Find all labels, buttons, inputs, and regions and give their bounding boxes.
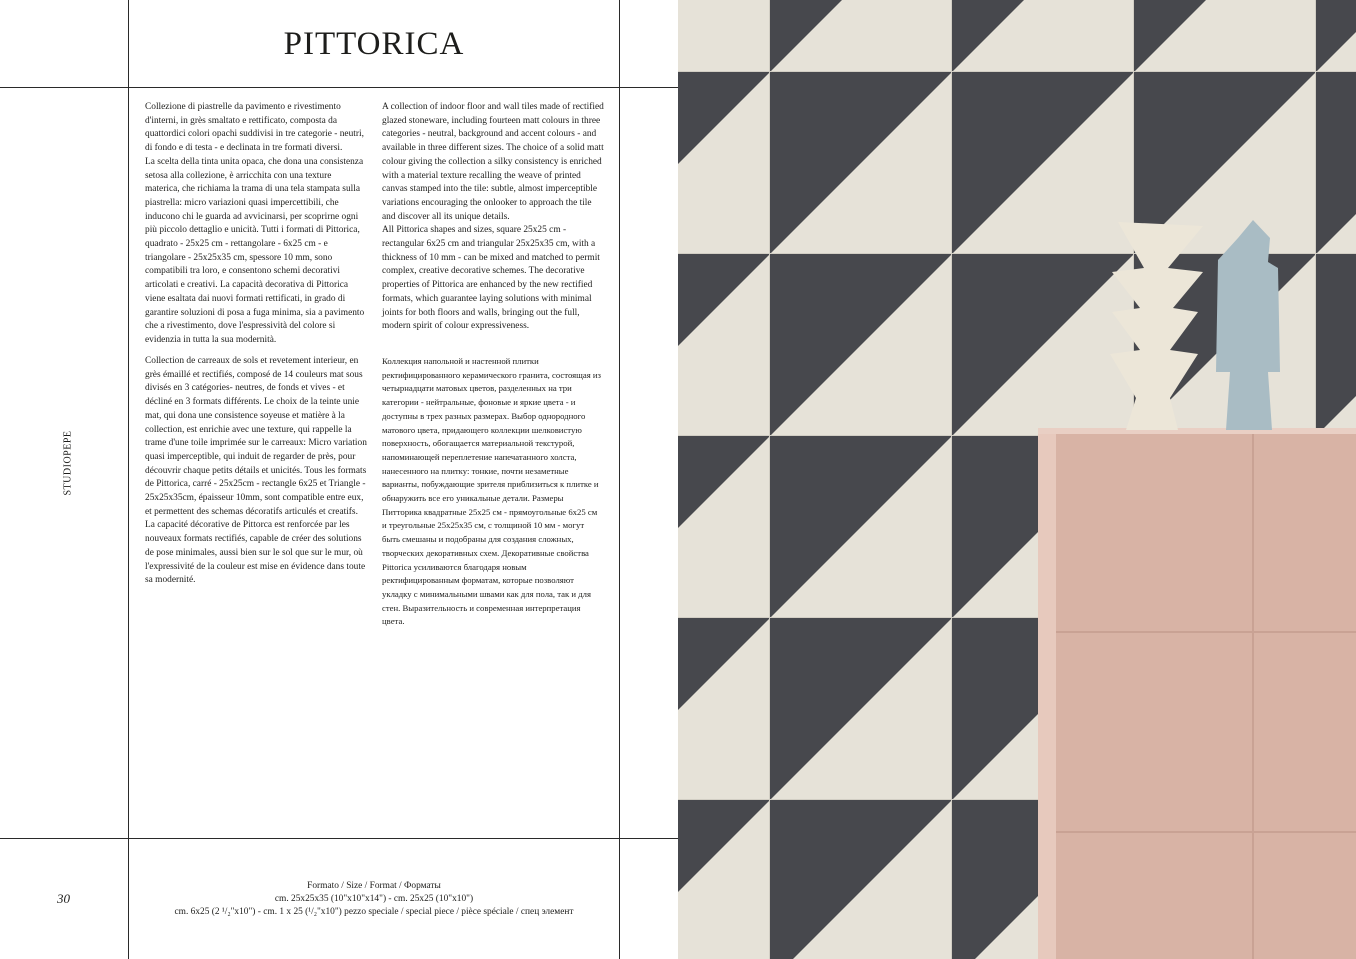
french-paragraph: La capacité décorative de Pittorca est renforcée par les nouveaux formats rectifiés, capable de créer des solutions de pose minimales, aussi bien sur le sol que sur le mur, où l'expressivité de la couleur est mise en évidence dans toute sa modernité. [145, 520, 366, 586]
designer-label: STUDIOPEPE [62, 430, 74, 496]
tile-wall-image [678, 0, 1356, 959]
formats-heading: Formato / Size / Format / Форматы [307, 881, 441, 891]
product-photo [678, 0, 1356, 959]
english-paragraph: A collection of indoor floor and wall tiles made of rectified glazed stoneware, including fourteen matt colours in three categories - neutral, background and accent colours - and available in three different sizes. The choice of a solid matt colour giving the collection a silky consistency is enriched with a material texture recalling the weave of printed canvas stamped into the tile: subtle, almost imperceptible variations encouraging the onlooker to approach the tile and discover all its unique details. [382, 102, 604, 222]
cabinet-edge [1038, 432, 1056, 959]
top-horizontal-rule [0, 87, 678, 88]
page-title: PITTORICA [283, 26, 465, 62]
formats-line: cm. 6x25 (2 ¹/₂"x10") - cm. 1 x 25 (¹/₂"x10") pezzo speciale / special piece / pièce spéciale / спец элемент [174, 907, 574, 917]
russian-description [382, 355, 604, 629]
french-paragraph: Collection de carreaux de sols et revetement interieur, en grès émaillé et rectifiés, composé de 14 couleurs mat sous divisés en 3 catégories- neutres, de fonds et vives - et décliné en 3 formats différents. Le choix de la teinte unie mat, qui dona une consistence soyeuse et matière à la collection, est enrichie avec une texture, qui rappelle la trame d'une toile imprimée sur le carreaux: Micro variation quasi imperceptible, qui induit de regarder de près, pour découvrir chaque petits détails et unicités. Tous les formats de Pittorica, carré - 25x25cm - rectangle 6x25 et Triangle - 25x25x35cm, épaisseur 10mm, sont compatible entre eux, et permettent des schemas décoratifs articulés et creatifs. [145, 356, 367, 517]
cabinet-top [1038, 428, 1356, 434]
formats-line: cm. 25x25x35 (10"x10"x14") - cm. 25x25 (10"x10") [274, 894, 474, 904]
page-number: 30 [57, 891, 70, 906]
italian-paragraph: Collezione di piastrelle da pavimento e rivestimento d'interni, in grès smaltato e rettificato, composta da quattordici colori opachi suddivisi in tre categorie - neutri, di fondo e di testa - e declinata in tre formati diversi. [145, 102, 364, 154]
formats-block [129, 880, 619, 919]
french-description [145, 355, 367, 588]
wall-tile [678, 0, 770, 72]
right-vertical-rule [619, 0, 620, 959]
italian-description [145, 101, 367, 348]
left-vertical-rule [128, 0, 129, 959]
pink-cabinet [1038, 432, 1356, 959]
italian-paragraph: La scelta della tinta unita opaca, che dona una consistenza setosa alla collezione, è arricchita con una texture materica, che richiama la trama di una tela stampata sulla piastrella: micro variazioni quasi impercettibili, che inducono chi le guarda ad avvicinarsi, per scoprirne ogni più piccolo dettaglio e unicità. Tutti i formati di Pittorica, quadrato - 25x25 cm - rettangolare - 6x25 cm - e triangolare - 25x25x35 cm, spessore 10 mm, sono compatibili tra loro, e consentono schemi decorativi articolati e creativi. La capacità decorativa di Pittorica viene esaltata dai nuovi formati rettificati, in grado di garantire soluzioni di posa a fuga minima, sia a pavimento che a rivestimento, dove l'espressività del colore si evidenzia in tutta la sua modernità. [145, 156, 365, 345]
bottom-horizontal-rule [0, 838, 678, 839]
english-paragraph: All Pittorica shapes and sizes, square 25x25 cm - rectangular 6x25 cm and triangular 25x25x35 cm, with a thickness of 10 mm - can be mixed and matched to permit complex, creative decorative schemes. The decorative properties of Pittorica are enhanced by the new rectified formats, which guarantee laying solutions with minimal joints for both floors and walls, bringing out the full, modern spirit of colour expressiveness. [382, 225, 600, 332]
english-description [382, 101, 604, 334]
russian-paragraph: Коллекция напольной и настенной плитки ректифицированного керамического гранита, состоящая из четырнадцати матовых цветов, разделенных на три категории - нейтральные, фоновые и яркие цвета - и доступны в трех разных размерах. Выбор однородного матового цвета, придающего коллекции шелковистую поверхность, обогащается материальной текстурой, напоминающей переплетение напечатанного холста, нанесенного на плитку: тонкие, почти незаметные варианты, побуждающие зрителя приблизиться к плитке и обнаружить все его уникальные детали. Размеры Питторика квадратные 25x25 см - прямоугольные 6x25 см и треугольные 25x25x35 см, с толщиной 10 мм - могут быть смешаны и подобраны для создания сложных, творческих декоративных схем. Декоративные свойства Pittorica усиливаются благодаря новым ректифицированным форматам, которые позволяют укладку с минимальными швами как для пола, так и для стен. Выразительность и современная интерпретация цвета. [382, 356, 601, 627]
